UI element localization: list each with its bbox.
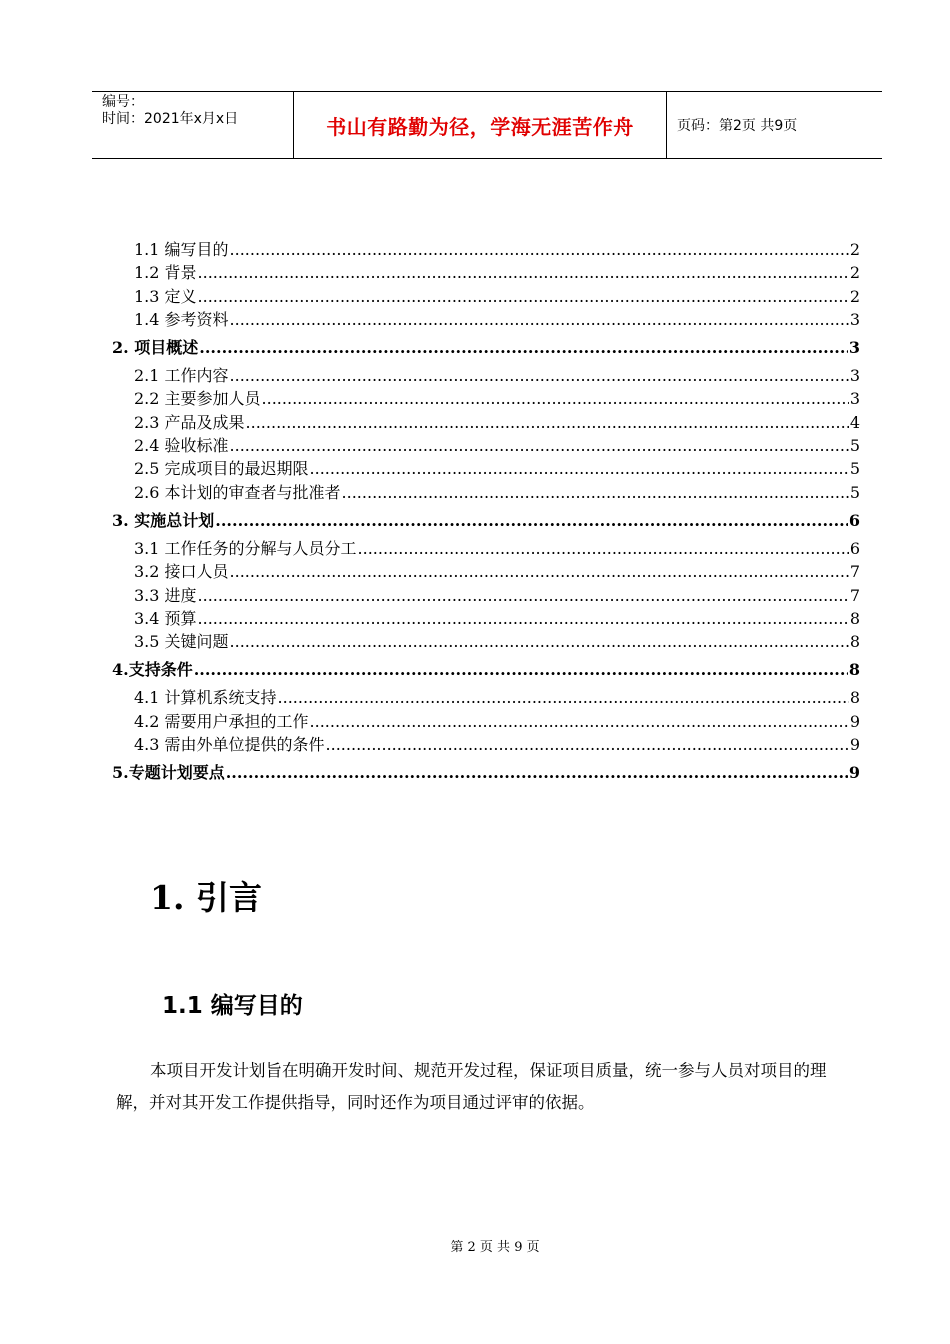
toc-entry-label: 2.6 本计划的审查者与批准者 bbox=[134, 482, 341, 502]
toc-leader-dots bbox=[246, 411, 849, 434]
body-paragraph: 本项目开发计划旨在明确开发时间、规范开发过程，保证项目质量，统一参与人员对项目的理解，并对其开发工作提供指导，同时还作为项目通过评审的依据。 bbox=[116, 1061, 827, 1112]
toc-entry[interactable] bbox=[112, 481, 860, 504]
serial-label: 编号： bbox=[102, 94, 144, 110]
toc-leader-dots bbox=[326, 733, 849, 756]
toc-entry[interactable] bbox=[112, 504, 860, 537]
toc-leader-dots bbox=[198, 285, 849, 308]
header-motto-cell bbox=[294, 92, 667, 158]
toc-leader-dots bbox=[342, 481, 849, 504]
motto-text: 书山有路勤为径，学海无涯苦作舟 bbox=[326, 114, 634, 139]
page-header bbox=[92, 91, 882, 159]
toc-entry-page: 2 bbox=[849, 286, 860, 306]
toc-entry-page: 2 bbox=[849, 263, 860, 283]
section-heading: 1. 引言 bbox=[150, 878, 262, 917]
toc-entry-page: 8 bbox=[849, 688, 860, 708]
toc-entry[interactable] bbox=[112, 261, 860, 284]
toc-leader-dots bbox=[198, 261, 849, 284]
toc-entry-label: 3.1 工作任务的分解与人员分工 bbox=[134, 538, 357, 558]
toc-entry-page: 9 bbox=[849, 735, 860, 755]
toc-leader-dots bbox=[230, 308, 849, 331]
time-label: 时间：2021年x月x日 bbox=[102, 111, 239, 127]
toc-entry-label: 2.4 验收标准 bbox=[134, 436, 229, 456]
toc-leader-dots bbox=[278, 686, 849, 709]
toc-entry-page: 3 bbox=[849, 389, 860, 409]
toc-leader-dots bbox=[198, 607, 849, 630]
table-of-contents bbox=[112, 238, 860, 789]
toc-entry-page: 9 bbox=[849, 711, 860, 731]
toc-leader-dots bbox=[310, 710, 849, 733]
toc-entry-label: 1.3 定义 bbox=[134, 286, 197, 306]
toc-entry-label: 1.4 参考资料 bbox=[134, 309, 229, 329]
toc-entry-page: 8 bbox=[849, 632, 860, 652]
toc-entry[interactable] bbox=[112, 756, 860, 789]
toc-entry-page: 7 bbox=[849, 585, 860, 605]
toc-entry-label: 4.3 需由外单位提供的条件 bbox=[134, 735, 325, 755]
toc-entry[interactable] bbox=[112, 733, 860, 756]
header-page-info: 页码：第2页 共9页 bbox=[677, 118, 798, 134]
subsection-heading: 1.1 编写目的 bbox=[162, 993, 303, 1019]
toc-entry-page: 3 bbox=[849, 366, 860, 386]
toc-entry-label: 2. 项目概述 bbox=[112, 338, 199, 358]
toc-entry[interactable] bbox=[112, 560, 860, 583]
toc-entry[interactable] bbox=[112, 308, 860, 331]
toc-entry-page: 6 bbox=[849, 538, 860, 558]
toc-entry[interactable] bbox=[112, 630, 860, 653]
toc-entry-label: 2.2 主要参加人员 bbox=[134, 389, 261, 409]
toc-leader-dots bbox=[310, 457, 849, 480]
toc-entry-page: 5 bbox=[849, 459, 860, 479]
toc-entry-page: 4 bbox=[849, 412, 860, 432]
toc-leader-dots bbox=[199, 331, 848, 364]
toc-entry-label: 3.3 进度 bbox=[134, 585, 197, 605]
toc-entry-label: 5.专题计划要点 bbox=[112, 763, 225, 783]
header-page-cell bbox=[667, 92, 882, 158]
toc-entry-page: 9 bbox=[848, 763, 860, 783]
toc-entry-label: 2.3 产品及成果 bbox=[134, 412, 245, 432]
toc-entry-label: 3.4 预算 bbox=[134, 608, 197, 628]
toc-entry[interactable] bbox=[112, 434, 860, 457]
toc-entry-label: 1.1 编写目的 bbox=[134, 240, 229, 259]
toc-entry-page: 3 bbox=[849, 309, 860, 329]
toc-leader-dots bbox=[230, 364, 849, 387]
toc-entry-page: 2 bbox=[849, 240, 860, 259]
toc-entry-page: 8 bbox=[848, 660, 860, 680]
toc-entry-page: 8 bbox=[849, 608, 860, 628]
toc-leader-dots bbox=[262, 387, 849, 410]
toc-entry[interactable] bbox=[112, 607, 860, 630]
toc-entry-page: 7 bbox=[849, 562, 860, 582]
toc-entry-label: 3.2 接口人员 bbox=[134, 562, 229, 582]
toc-leader-dots bbox=[230, 560, 849, 583]
toc-entry-page: 6 bbox=[848, 510, 860, 530]
toc-leader-dots bbox=[215, 504, 848, 537]
toc-entry-label: 3.5 关键问题 bbox=[134, 632, 229, 652]
toc-entry[interactable] bbox=[112, 457, 860, 480]
toc-leader-dots bbox=[230, 630, 849, 653]
toc-entry[interactable] bbox=[112, 238, 860, 261]
toc-entry-page: 5 bbox=[849, 436, 860, 456]
toc-entry-label: 4.2 需要用户承担的工作 bbox=[134, 711, 309, 731]
toc-entry-label: 3. 实施总计划 bbox=[112, 510, 215, 530]
page-footer: 第 2 页 共 9 页 bbox=[450, 1240, 540, 1255]
toc-leader-dots bbox=[226, 756, 848, 789]
toc-entry[interactable] bbox=[112, 411, 860, 434]
toc-entry[interactable] bbox=[112, 537, 860, 560]
toc-entry[interactable] bbox=[112, 710, 860, 733]
toc-entry-page: 5 bbox=[849, 482, 860, 502]
toc-entry[interactable] bbox=[112, 331, 860, 364]
toc-leader-dots bbox=[358, 537, 849, 560]
toc-leader-dots bbox=[230, 434, 849, 457]
toc-entry[interactable] bbox=[112, 364, 860, 387]
toc-entry-label: 4.1 计算机系统支持 bbox=[134, 688, 277, 708]
toc-leader-dots bbox=[194, 653, 848, 686]
header-meta bbox=[92, 92, 294, 158]
toc-entry-label: 2.5 完成项目的最迟期限 bbox=[134, 459, 309, 479]
toc-entry[interactable] bbox=[112, 285, 860, 308]
toc-entry-label: 1.2 背景 bbox=[134, 263, 197, 283]
toc-entry-label: 4.支持条件 bbox=[112, 660, 193, 680]
toc-entry[interactable] bbox=[112, 584, 860, 607]
toc-entry[interactable] bbox=[112, 387, 860, 410]
toc-entry[interactable] bbox=[112, 653, 860, 686]
toc-leader-dots bbox=[230, 238, 849, 261]
toc-entry-label: 2.1 工作内容 bbox=[134, 366, 229, 386]
toc-entry-page: 3 bbox=[848, 338, 860, 358]
toc-leader-dots bbox=[198, 584, 849, 607]
toc-entry[interactable] bbox=[112, 686, 860, 709]
